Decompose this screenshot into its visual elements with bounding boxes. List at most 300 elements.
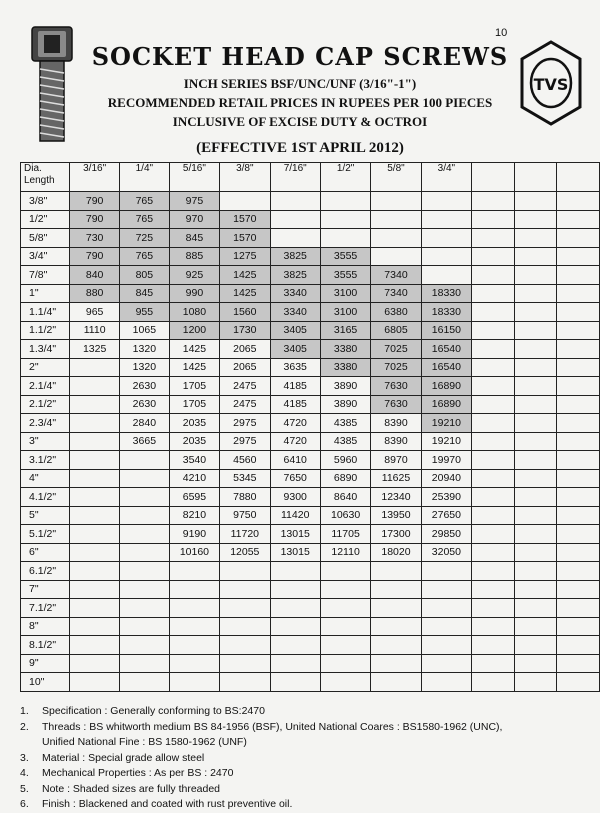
table-row [21,580,600,599]
note-text: Mechanical Properties : As per BS : 2470 [42,767,234,779]
price-cell [514,469,557,488]
price-cell [169,617,219,636]
length-cell: 6.1/2" [21,562,70,581]
table-row [21,432,600,451]
price-cell: 725 [120,229,170,248]
price-cell: 9750 [220,506,270,525]
price-cell: 4385 [320,414,370,433]
price-cell [270,210,320,229]
table-row [21,377,600,396]
price-cell [472,580,515,599]
price-cell [270,654,320,673]
price-cell: 4185 [270,377,320,396]
price-cell: 4560 [220,451,270,470]
price-cell [514,358,557,377]
price-cell [472,488,515,507]
price-cell: 1320 [120,340,170,359]
column-header [472,163,515,192]
price-cell: 7630 [371,377,421,396]
price-cell [514,654,557,673]
length-cell: 2.1/2" [21,395,70,414]
price-cell [320,192,370,211]
price-cell [371,192,421,211]
length-cell: 5" [21,506,70,525]
price-cell [472,469,515,488]
price-cell: 4720 [270,414,320,433]
price-cell [421,654,471,673]
price-cell [270,562,320,581]
price-cell: 9300 [270,488,320,507]
price-cell [169,562,219,581]
price-cell: 3555 [320,266,370,285]
price-cell: 19210 [421,432,471,451]
length-cell: 4" [21,469,70,488]
price-cell: 1325 [70,340,120,359]
price-cell [557,229,600,248]
price-cell: 18330 [421,303,471,322]
price-cell [472,210,515,229]
price-cell: 8210 [169,506,219,525]
length-cell: 9" [21,654,70,673]
price-cell [220,673,270,692]
price-cell: 12055 [220,543,270,562]
price-cell: 18330 [421,284,471,303]
price-cell [371,636,421,655]
length-cell: 7.1/2" [21,599,70,618]
table-row [21,543,600,562]
price-cell: 16540 [421,340,471,359]
table-row [21,192,600,211]
price-cell [514,303,557,322]
price-cell [557,210,600,229]
logo-text: TVS [533,75,569,94]
price-cell [472,395,515,414]
column-header: 5/8" [371,163,421,192]
price-cell [557,636,600,655]
price-cell [472,451,515,470]
table-row [21,636,600,655]
price-cell: 5960 [320,451,370,470]
table-row [21,210,600,229]
price-cell: 11705 [320,525,370,544]
price-cell: 1425 [220,284,270,303]
price-cell [371,210,421,229]
price-cell [70,358,120,377]
price-cell [472,636,515,655]
price-cell: 11625 [371,469,421,488]
price-cell [557,488,600,507]
price-cell [220,599,270,618]
price-cell [557,321,600,340]
price-cell [472,432,515,451]
price-cell: 2035 [169,432,219,451]
price-cell: 925 [169,266,219,285]
corner-header [21,163,70,192]
price-cell: 7630 [371,395,421,414]
price-cell [557,543,600,562]
price-cell [70,488,120,507]
price-cell [472,543,515,562]
length-cell: 3" [21,432,70,451]
length-cell: 8.1/2" [21,636,70,655]
price-cell [270,192,320,211]
note-number: 1. [20,705,29,717]
price-cell [472,284,515,303]
price-cell: 765 [120,192,170,211]
note-number: 2. [20,720,29,733]
price-cell [70,506,120,525]
price-cell: 1705 [169,395,219,414]
price-cell [514,414,557,433]
price-cell [70,377,120,396]
length-cell: 1.1/2" [21,321,70,340]
price-cell [472,617,515,636]
price-cell [120,654,170,673]
price-cell [514,617,557,636]
price-cell: 4185 [270,395,320,414]
price-cell: 1065 [120,321,170,340]
price-cell: 1425 [169,340,219,359]
price-cell: 2975 [220,432,270,451]
price-cell [514,599,557,618]
price-cell [557,247,600,266]
price-cell: 840 [70,266,120,285]
price-cell [320,673,370,692]
length-cell: 2" [21,358,70,377]
column-header: 1/2" [320,163,370,192]
price-cell: 1110 [70,321,120,340]
price-cell [472,414,515,433]
price-cell [270,580,320,599]
price-cell [514,192,557,211]
price-cell [557,432,600,451]
price-cell: 6410 [270,451,320,470]
price-cell [169,636,219,655]
price-cell: 8390 [371,432,421,451]
table-row [21,358,600,377]
price-cell [514,451,557,470]
price-cell [70,599,120,618]
price-cell: 8390 [371,414,421,433]
note-text: Unified National Fine : BS 1580-1962 (UNF) [42,736,247,748]
price-cell [514,488,557,507]
table-row [21,451,600,470]
length-cell: 1.1/4" [21,303,70,322]
price-cell [320,210,370,229]
price-cell [120,525,170,544]
price-cell: 4385 [320,432,370,451]
price-cell [120,469,170,488]
price-cell [514,284,557,303]
table-row [21,654,600,673]
price-cell: 7025 [371,340,421,359]
price-cell [421,562,471,581]
table-row [21,266,600,285]
price-cell [557,451,600,470]
price-cell: 885 [169,247,219,266]
price-cell [70,451,120,470]
price-cell: 3340 [270,303,320,322]
table-row [21,395,600,414]
price-cell [557,377,600,396]
price-cell [514,636,557,655]
price-cell [120,543,170,562]
price-cell [371,580,421,599]
price-cell: 2630 [120,395,170,414]
price-cell [70,580,120,599]
price-cell: 765 [120,210,170,229]
price-cell: 790 [70,192,120,211]
price-cell: 7025 [371,358,421,377]
length-cell: 1/2" [21,210,70,229]
price-cell [270,617,320,636]
price-cell [220,617,270,636]
price-cell [371,654,421,673]
table-row [21,506,600,525]
note-number: 5. [20,782,29,795]
price-cell [421,229,471,248]
price-cell: 19210 [421,414,471,433]
note-text: Note : Shaded sizes are fully threaded [42,782,221,795]
price-cell: 1570 [220,229,270,248]
price-cell [421,673,471,692]
price-cell [557,599,600,618]
price-cell [557,395,600,414]
price-cell: 18020 [371,543,421,562]
price-cell: 16890 [421,395,471,414]
price-cell: 12340 [371,488,421,507]
price-cell [557,340,600,359]
price-cell [70,654,120,673]
price-cell: 10630 [320,506,370,525]
price-cell: 1425 [169,358,219,377]
price-cell: 10160 [169,543,219,562]
price-cell: 3555 [320,247,370,266]
price-cell: 990 [169,284,219,303]
dia-label: Dia. [24,163,42,174]
price-cell: 2975 [220,414,270,433]
price-cell [557,414,600,433]
price-cell: 19970 [421,451,471,470]
table-body [21,192,600,692]
price-cell: 3540 [169,451,219,470]
price-cell [421,617,471,636]
price-cell: 7880 [220,488,270,507]
price-cell: 4720 [270,432,320,451]
length-cell: 2.1/4" [21,377,70,396]
column-header [557,163,600,192]
price-cell: 3890 [320,395,370,414]
price-cell: 13015 [270,543,320,562]
price-cell: 2630 [120,377,170,396]
price-cell: 4210 [169,469,219,488]
price-cell [421,192,471,211]
table-row [21,303,600,322]
price-cell: 3100 [320,303,370,322]
price-cell: 7340 [371,284,421,303]
length-label: Length [24,175,55,186]
price-cell [472,506,515,525]
price-cell [514,266,557,285]
price-cell [270,673,320,692]
price-cell: 16150 [421,321,471,340]
price-cell [70,395,120,414]
price-cell [472,266,515,285]
price-cell: 1275 [220,247,270,266]
price-cell: 1570 [220,210,270,229]
table-row [21,229,600,248]
price-cell: 13015 [270,525,320,544]
table-row [21,673,600,692]
price-cell [371,229,421,248]
price-cell: 5345 [220,469,270,488]
price-cell [120,488,170,507]
price-cell [371,599,421,618]
price-cell [70,414,120,433]
price-cell [514,580,557,599]
price-cell [421,266,471,285]
table-row [21,562,600,581]
price-cell: 3100 [320,284,370,303]
note-item [20,782,590,798]
price-cell: 765 [120,247,170,266]
price-cell [70,525,120,544]
price-cell: 25390 [421,488,471,507]
column-header [514,163,557,192]
price-cell [472,229,515,248]
price-cell [421,636,471,655]
note-item [20,751,590,767]
note-number: 4. [20,767,29,779]
price-cell [120,636,170,655]
price-cell: 790 [70,210,120,229]
price-cell [169,654,219,673]
price-cell [320,654,370,673]
length-cell: 1.3/4" [21,340,70,359]
price-cell: 27650 [421,506,471,525]
price-cell [514,321,557,340]
price-cell: 3825 [270,247,320,266]
price-cell [557,469,600,488]
column-header: 1/4" [120,163,170,192]
column-header: 5/16" [169,163,219,192]
price-cell: 16540 [421,358,471,377]
subtitle-line-2: RECOMMENDED RETAIL PRICES IN RUPEES PER 100 PIECES [107,95,493,110]
price-cell [557,617,600,636]
price-cell [120,580,170,599]
price-cell [371,562,421,581]
price-cell [472,303,515,322]
table-row [21,469,600,488]
price-cell [120,599,170,618]
table-row [21,414,600,433]
price-cell: 970 [169,210,219,229]
price-cell: 8640 [320,488,370,507]
price-cell [472,377,515,396]
price-cell: 1730 [220,321,270,340]
price-cell [320,229,370,248]
price-table [20,162,600,692]
note-text: Specification : Generally conforming to BS:2470 [42,705,265,717]
price-cell [320,617,370,636]
price-cell [557,284,600,303]
price-cell [557,303,600,322]
table-row [21,525,600,544]
price-cell [472,654,515,673]
price-cell: 2475 [220,395,270,414]
price-cell: 1425 [220,266,270,285]
note-number: 6. [20,798,29,810]
price-cell: 845 [120,284,170,303]
price-cell: 955 [120,303,170,322]
length-cell: 6" [21,543,70,562]
length-cell: 3/4" [21,247,70,266]
price-cell: 975 [169,192,219,211]
price-cell: 845 [169,229,219,248]
column-header: 3/16" [70,163,120,192]
price-cell: 2065 [220,340,270,359]
table-row [21,321,600,340]
price-cell [472,673,515,692]
note-item [20,704,590,720]
table-row [21,617,600,636]
length-cell: 2.3/4" [21,414,70,433]
price-cell [220,636,270,655]
price-cell: 2475 [220,377,270,396]
price-cell [320,599,370,618]
price-cell: 965 [70,303,120,322]
price-cell [557,506,600,525]
note-item [20,797,590,813]
length-cell: 5/8" [21,229,70,248]
price-cell [472,340,515,359]
price-cell: 29850 [421,525,471,544]
price-cell: 3165 [320,321,370,340]
price-cell [371,247,421,266]
price-cell [70,469,120,488]
note-item [20,766,590,782]
price-cell [320,562,370,581]
price-cell: 11420 [270,506,320,525]
note-text: Material : Special grade allow steel [42,751,205,764]
price-cell [220,580,270,599]
price-cell: 7650 [270,469,320,488]
price-cell: 3405 [270,340,320,359]
length-cell: 7" [21,580,70,599]
price-cell: 1560 [220,303,270,322]
price-cell: 730 [70,229,120,248]
note-item [20,720,590,736]
price-cell [514,525,557,544]
length-cell: 8" [21,617,70,636]
price-cell [557,654,600,673]
price-cell [514,340,557,359]
price-cell: 3380 [320,358,370,377]
price-cell: 6805 [371,321,421,340]
price-cell [421,247,471,266]
price-cell: 6380 [371,303,421,322]
length-cell: 10" [21,673,70,692]
price-cell: 805 [120,266,170,285]
price-cell [70,562,120,581]
price-cell: 8970 [371,451,421,470]
price-cell [421,580,471,599]
column-header: 7/16" [270,163,320,192]
price-cell: 880 [70,284,120,303]
price-cell: 3340 [270,284,320,303]
price-cell: 32050 [421,543,471,562]
price-cell [514,247,557,266]
